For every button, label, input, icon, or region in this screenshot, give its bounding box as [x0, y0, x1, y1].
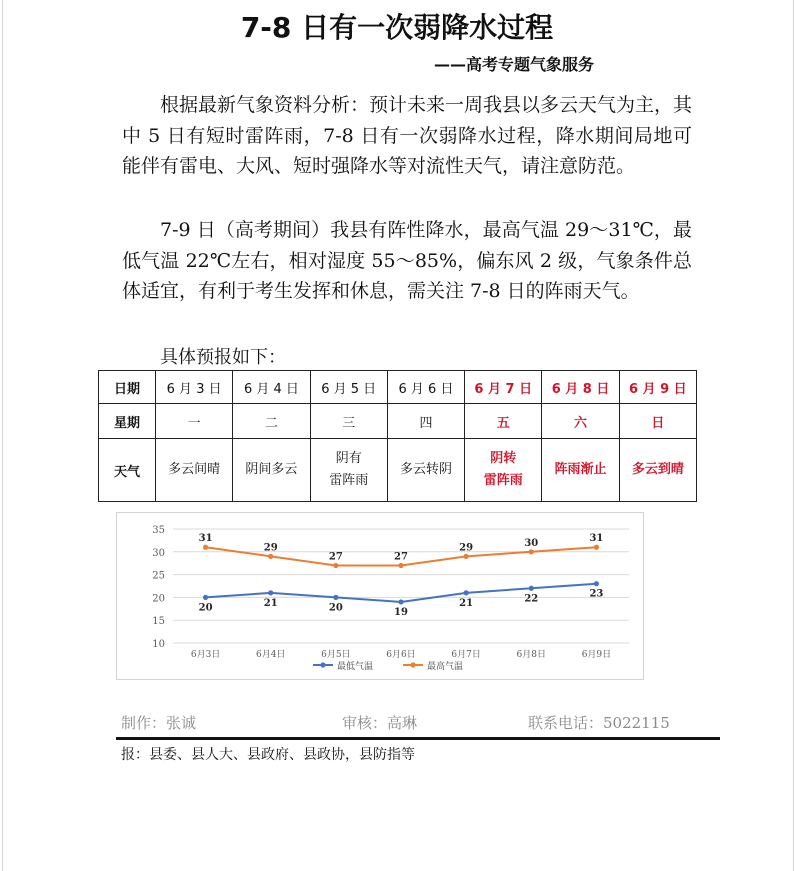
legend-marker [320, 662, 325, 667]
data-label: 31 [589, 533, 604, 545]
data-point [464, 554, 469, 559]
weekday-row [99, 404, 697, 439]
date-cell: 6 月 3 日 [156, 371, 233, 404]
weather-cell [387, 439, 464, 502]
data-label: 29 [459, 542, 474, 554]
data-label: 29 [263, 542, 278, 554]
data-point [529, 549, 534, 554]
data-point [268, 554, 273, 559]
x-tick-label: 6月4日 [255, 650, 286, 660]
weather-row [99, 439, 697, 502]
data-label: 22 [524, 593, 539, 605]
data-label: 20 [328, 602, 343, 614]
x-tick-label: 6月7日 [451, 650, 481, 660]
weather-line: 多云到晴 [631, 462, 684, 477]
y-tick-label: 20 [152, 593, 165, 605]
weather-line: 阵雨渐止 [554, 462, 607, 477]
row-label-weather: 天气 [99, 439, 156, 502]
data-point [268, 590, 273, 595]
weather-line: 阴有 [335, 451, 362, 466]
x-tick-label: 6月6日 [386, 650, 416, 660]
data-point [333, 595, 338, 600]
data-point [398, 599, 403, 604]
forecast-intro: 具体预报如下： [160, 347, 286, 368]
data-point [203, 545, 208, 550]
data-point [594, 581, 599, 586]
date-cell: 6 月 8 日 [542, 371, 619, 404]
date-cell: 6 月 5 日 [310, 371, 387, 404]
weekday-cell: 一 [156, 404, 233, 439]
weather-line: 雷阵雨 [483, 473, 523, 488]
date-row [99, 371, 697, 404]
data-point [529, 586, 534, 591]
analysis-paragraph: 根据最新气象资料分析：预计未来一周我县以多云天气为主，其中 5 日有短时雷阵雨，7-8 日有一次弱降水过程，降水期间局地可能伴有雷电、大风、短时强降水等对流性天气，请注意防范。 [122, 94, 693, 177]
data-label: 23 [589, 588, 604, 600]
y-tick-label: 25 [152, 570, 165, 582]
weather-cell [156, 439, 233, 502]
weather-line: 多云间晴 [168, 462, 221, 477]
weather-cell [233, 439, 310, 502]
weather-line: 雷阵雨 [329, 473, 369, 488]
data-label: 27 [328, 551, 343, 563]
data-label: 31 [198, 533, 213, 545]
data-label: 30 [524, 537, 539, 549]
data-point [333, 563, 338, 568]
y-tick-label: 10 [152, 639, 165, 650]
data-label: 19 [394, 606, 408, 618]
author-label: 制作：张诚 [121, 714, 197, 732]
x-tick-label: 6月3日 [190, 650, 221, 660]
data-label: 20 [198, 602, 213, 614]
weather-cell [542, 439, 619, 502]
weather-line: 阴转 [490, 451, 517, 466]
forecast-table [98, 370, 697, 502]
page-title: 7-8 日有一次弱降水过程 [240, 11, 554, 44]
x-tick-label: 6月8日 [516, 650, 547, 660]
weekday-cell: 二 [233, 404, 310, 439]
data-point [398, 563, 403, 568]
legend-marker [410, 662, 415, 667]
weekday-cell: 六 [542, 404, 619, 439]
y-tick-label: 35 [152, 525, 165, 536]
page-border-left [2, 0, 3, 871]
row-label-weekday: 星期 [99, 404, 156, 439]
legend-label: 最低气温 [337, 662, 374, 672]
report-recipients: 报：县委、县人大、县政府、县政协，县防指等 [121, 747, 415, 763]
weather-cell [465, 439, 542, 502]
weekday-cell: 四 [387, 404, 464, 439]
y-tick-label: 30 [152, 547, 165, 559]
y-tick-label: 15 [152, 616, 165, 628]
weather-line: 阴间多云 [245, 462, 298, 477]
date-cell: 6 月 4 日 [233, 371, 310, 404]
temperature-chart-svg [117, 513, 643, 679]
temperature-chart [116, 512, 644, 680]
phone-label: 联系电话：5022115 [528, 714, 670, 732]
data-label: 21 [263, 597, 278, 609]
date-cell: 6 月 9 日 [619, 371, 696, 404]
date-cell: 6 月 6 日 [387, 371, 464, 404]
weather-line: 多云转阴 [399, 462, 452, 477]
data-point [203, 595, 208, 600]
footer-divider [116, 737, 720, 740]
page-subtitle: ——高考专题气象服务 [434, 55, 595, 74]
row-label-date: 日期 [99, 371, 156, 404]
x-tick-label: 6月9日 [581, 650, 612, 660]
weather-cell [310, 439, 387, 502]
exam-period-paragraph: 7-9 日（高考期间）我县有阵性降水，最高气温 29～31℃，最低气温 22℃左右，相对湿度 55～85%，偏东风 2 级，气象条件总体适宜，有利于考生发挥和休息，需关注 7-8 日的阵雨天气。 [122, 219, 692, 302]
data-point [594, 545, 599, 550]
data-label: 27 [394, 551, 408, 563]
weather-cell [619, 439, 696, 502]
reviewer-label: 审核：高琳 [342, 714, 418, 732]
weekday-cell: 五 [465, 404, 542, 439]
weekday-cell: 三 [310, 404, 387, 439]
weekday-cell: 日 [619, 404, 696, 439]
data-label: 21 [459, 597, 474, 609]
x-tick-label: 6月5日 [321, 650, 351, 660]
legend-label: 最高气温 [427, 662, 464, 672]
data-point [464, 590, 469, 595]
date-cell: 6 月 7 日 [465, 371, 542, 404]
